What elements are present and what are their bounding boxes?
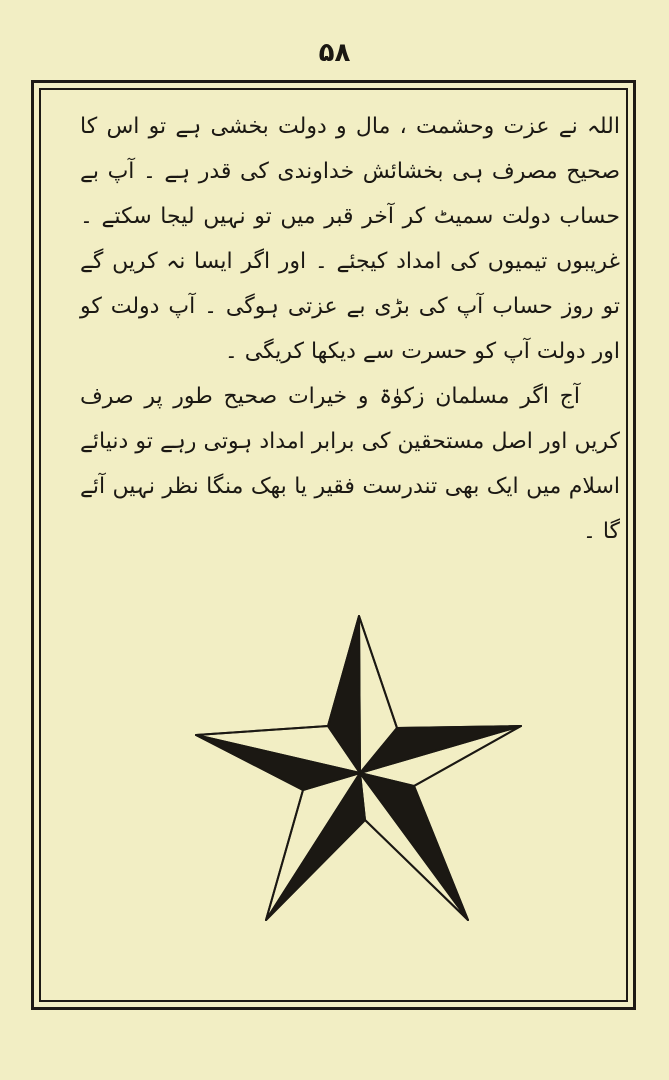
paragraph-1: اللہ نے عزت وحشمت ، مال و دولت بخشی ہے تو اس کا صحیح مصرف ہی بخشائش خداوندی کی قدر ہے ۔ آپ بے حساب دولت سمیٹ کر آخر قبر میں تو نہیں لیجا سکتے ۔ غریبوں تیمیوں کی امداد کیجئے ۔ اور اگر ایسا نہ کریں گے تو روز حساب آپ کی بڑی بے عزتی ہوگی ۔ آپ دولت کو اور دولت آپ کو حسرت سے دیکھا کریگی ۔	[80, 114, 620, 364]
star-bottom-right-dark	[360, 773, 468, 920]
page-number: ۵۸	[318, 38, 351, 68]
paragraph-2: آج اگر مسلمان زکوٰۃ و خیرات صحیح طور پر صرف کریں اور اصل مستحقین کی برابر امداد ہوتی رہے تو دنیائے اسلام میں ایک بھی تندرست فقیر یا بھک منگا نظر نہیں آئے گا ۔	[80, 384, 620, 544]
body-text	[80, 104, 620, 554]
five-pointed-star-icon	[190, 608, 530, 928]
